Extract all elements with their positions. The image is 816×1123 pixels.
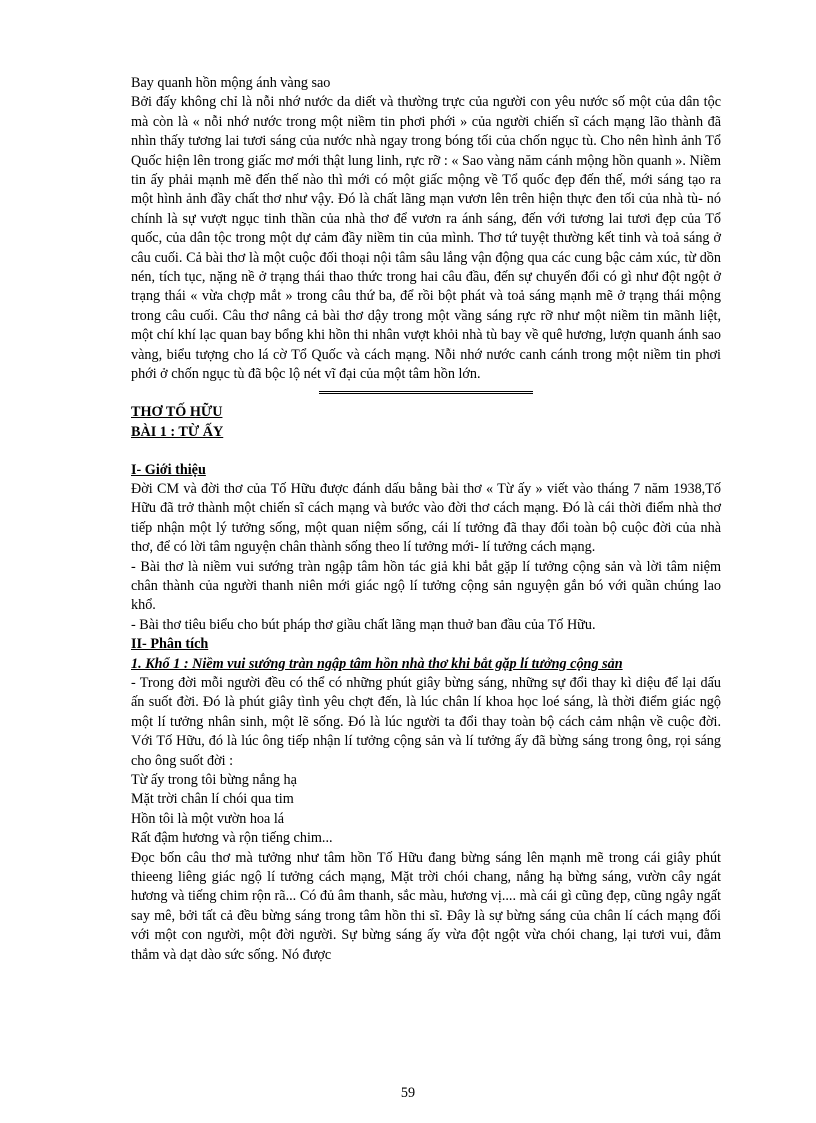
analysis-paragraph-1: - Trong đời mỗi người đều có thể có những phút giây bừng sáng, những sự đổi thay kì diệu để lại dấu ấn suốt đời. Đó là phút giây tình yêu chợt đến, là lúc chân lí khoa học loé sáng, là thời điểm giác ngộ một lí tưởng nhân sinh, một lẽ sống. Đó là lúc người ta đổi thay toàn bộ cách cảm nhận về cuộc đời. Với Tố Hữu, đó là lúc ông tiếp nhận lí tưởng cộng sản và lí tưởng ấy đã bừng sáng trong ông, rọi sáng cho ông suốt đời :	[131, 674, 721, 769]
analysis-paragraph-2: Đọc bốn câu thơ mà tưởng như tâm hồn Tố Hữu đang bừng sáng lên mạnh mẽ trong cái giây phút thieeng liêng giác ngộ lí tưởng cách mạng, Mặt trời chói chang, nắng hạ bừng sáng, vườn cây ngát hương và tiếng chim rộn rã... Có đủ âm thanh, sắc màu, hương vị.... mà cái gì cũng đẹp, cũng ngây ngất say mê, bởi tất cả đều bừng sáng trong tâm hồn thi sĩ. Đây là sự bừng sáng của chân lí cách mạng đối với một con người, một đời người. Sự bừng sáng ấy vừa đột ngột vừa chói chang, lại tươi vui, đằm thắm và dạt dào sức sống. Nó được	[131, 849, 721, 963]
spacer	[131, 442, 721, 461]
intro-verse: Bay quanh hồn mộng ánh vàng sao	[131, 75, 331, 91]
page-number: 59	[400, 1085, 416, 1101]
poem-line: Từ ấy trong tôi bừng nắng hạ	[131, 772, 297, 788]
intro-paragraph-2: - Bài thơ là niềm vui sướng tràn ngập tâm hồn tác giả khi bắt gặp lí tưởng cộng sản và lời tâm niệm chân thành của người thanh niên mới giác ngộ lí tưởng cộng sản nguyện gắn bó với quần chúng lao khổ.	[131, 558, 721, 614]
document-page	[131, 74, 721, 965]
intro-paragraph-1: Đời CM và đời thơ của Tố Hữu được đánh dấu bằng bài thơ « Từ ấy » viết vào tháng 7 năm 1938,Tố Hữu đã trở thành một chiến sĩ cách mạng và bước vào đời thơ cách mạng. Đó là cái thời điểm nhà thơ tiếp nhận một lý tưởng sống, một quan niệm sống, cái lí tưởng đã thay đổi toàn bộ cuộc đời của nhà thơ, để có lời tâm nguyện chân thành sống theo lí tưởng mới- lí tưởng cách mạng.	[131, 480, 721, 556]
intro-paragraph-3: - Bài thơ tiêu biểu cho bút pháp thơ giầu chất lãng mạn thuở ban đầu của Tố Hữu.	[131, 616, 596, 633]
heading-tho-to-huu: THƠ TỐ HỮU	[131, 403, 223, 420]
paragraph-tu-quoc: Bởi đấy không chỉ là nỗi nhớ nước da diết và thường trực của người con yêu nước số một của dân tộc mà còn là « nỗi nhớ nước trong một niềm tin phơi phới » của người chiến sĩ cách mạng lão thành đã nhìn thấy tương lai tươi sáng của nước nhà ngay trong bóng tối của chốn ngục tù. Cho nên hình ảnh Tổ Quốc hiện lên trong giấc mơ mới thật lung linh, rực rỡ : « Sao vàng năm cánh mộng hồn quanh ». Niềm tin ấy phải mạnh mẽ đến thế nào thì mới có một giấc mộng về Tổ quốc đẹp đến thế, mới sáng tạo ra một hình ảnh đầy chất thơ như vậy. Đó là chất lãng mạn vươn lên trên hiện thực đen tối của nhà tù- nó chính là sự vượt ngục tinh thần của nhà thơ để vươn ra ánh sáng, đến với tương lai tươi đẹp của Tổ quốc, của dân tộc trong một dự cảm đầy niềm tin của mình. Thơ tứ tuyệt thường kết tinh và toả sáng ở câu cuối. Cả bài thơ là một cuộc đối thoại nội tâm sâu lắng vận động qua các cung bậc cảm xúc, từ dồn nén, tích tục, nặng nề ở trạng thái thao thức trong hai câu đầu, đến sự chuyển đổi có gì như đột ngột ở trạng thái « vừa chợp mắt » trong câu thứ ba, để rồi bột phát và toả sáng mạnh mẽ ở trạng thái mộng trong câu cuối. Câu thơ nâng cả bài thơ dậy trong một vầng sáng rực rỡ như một niềm tin mãnh liệt, một chí khí lạc quan bay bổng khi hồn thi nhân vượt khỏi nhà tù bay về quê hương, lượn quanh ánh sao vàng, biểu tượng cho lá cờ Tổ Quốc và cách mạng. Nỗi nhớ nước canh cánh trong một niềm tin phơi phới ở chốn ngục tù đã bộc lộ nét vĩ đại của một tâm hồn lớn.	[131, 94, 721, 383]
poem-line: Mặt trời chân lí chói qua tim	[131, 791, 294, 808]
poem-line: Rất đậm hương và rộn tiếng chim...	[131, 830, 333, 847]
double-rule-divider	[319, 391, 533, 394]
section-gioi-thieu: I- Giới thiệu	[131, 461, 206, 478]
poem-line: Hồn tôi là một vườn hoa lá	[131, 810, 285, 827]
section-phan-tich: II- Phân tích	[131, 636, 209, 653]
heading-bai-1: BÀI 1 : TỪ ẤY	[131, 423, 224, 440]
subsection-kho-1: 1. Khổ 1 : Niềm vui sướng tràn ngập tâm hồn nhà thơ khi bắt gặp lí tưởng cộng sản	[131, 655, 623, 672]
